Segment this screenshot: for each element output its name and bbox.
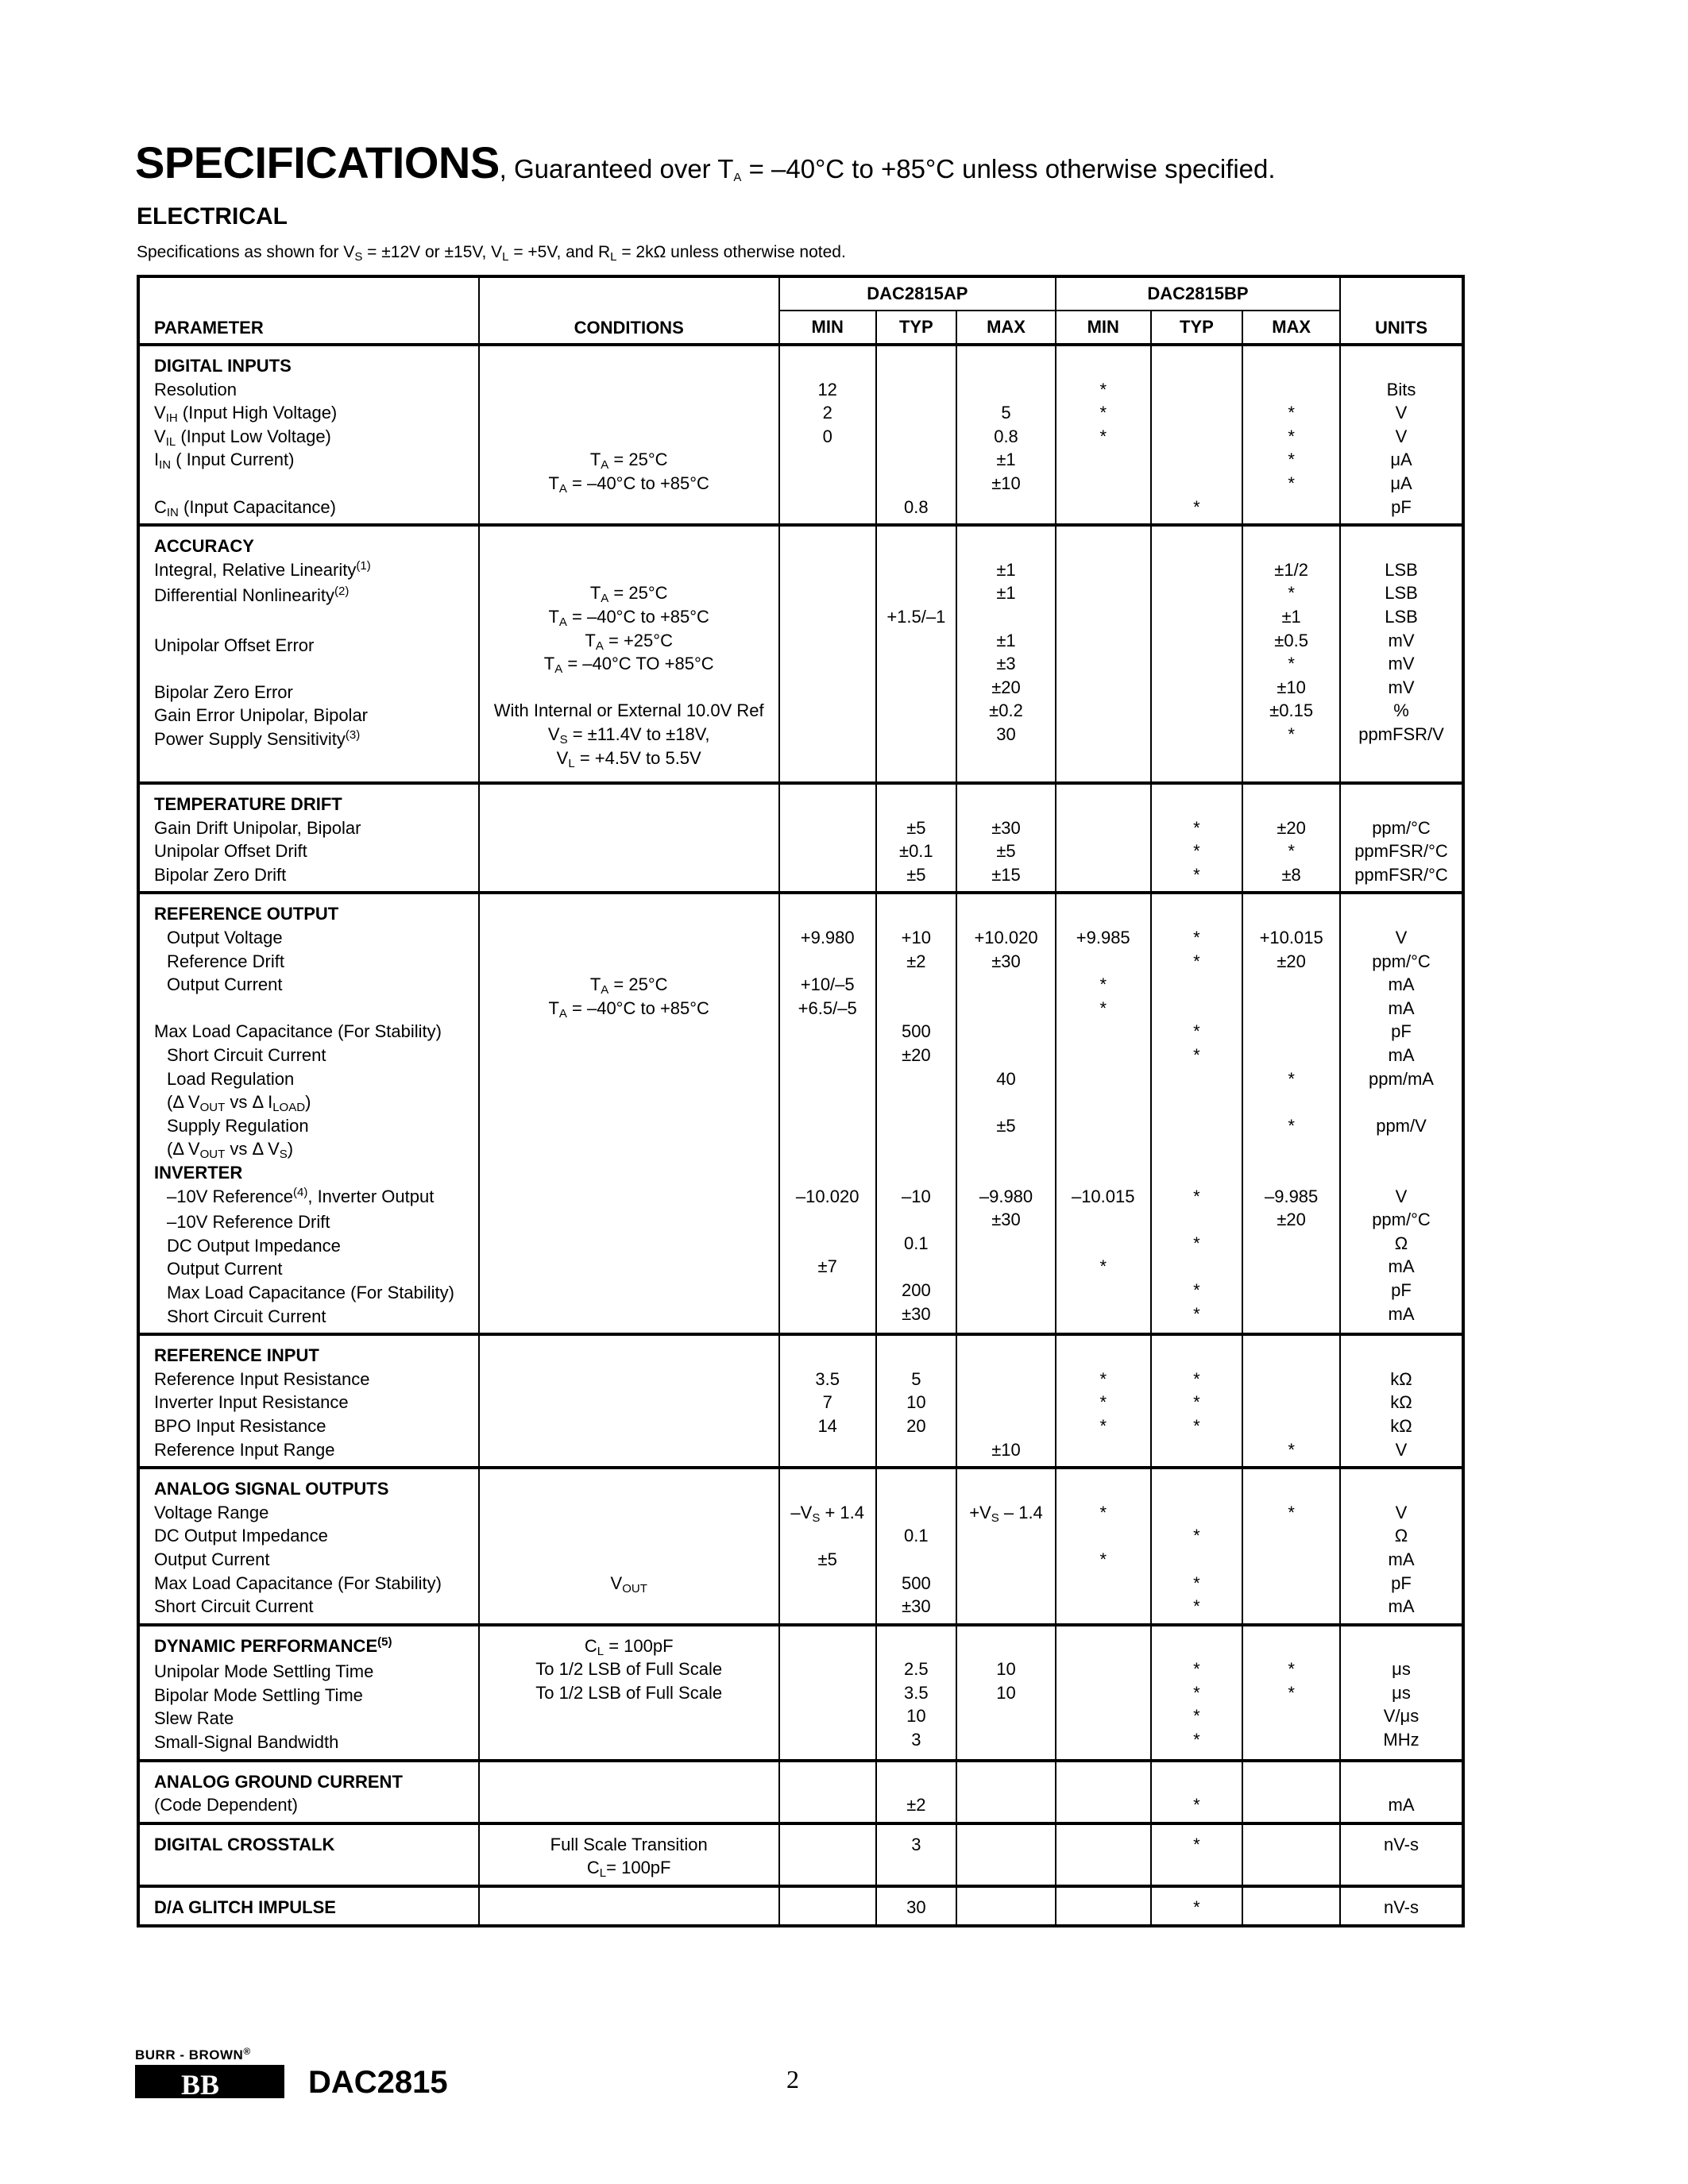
section-glitch-impulse [138,1886,1463,1926]
section-dynamic-performance [138,1625,1463,1761]
b-typ-cell: * * * * [1151,1625,1243,1761]
page-number: 2 [786,2065,799,2093]
a-typ-cell: ±5 ±0.1 ±5 [876,783,957,893]
b-max-cell: +10.015 ±20 * * –9.985 ±20 [1242,893,1340,1334]
a-max-cell [956,1823,1056,1886]
param-cell: DIGITAL CROSSTALK [138,1823,479,1886]
conditions-cell [479,1334,779,1468]
section-temperature-drift [138,783,1463,893]
col-header-b-max: MAX [1242,311,1340,345]
footer-part-number: DAC2815 [308,2065,448,2100]
units-cell: Bits V V μA μA pF [1340,345,1463,525]
col-header-a-typ: TYP [876,311,957,345]
spec-table [137,275,1465,1927]
units-cell: V ppm/°C mA mA pF mA ppm/mA ppm/V V ppm/°C Ω mA pF mA [1340,893,1463,1334]
a-max-cell: 10 10 [956,1625,1056,1761]
b-max-cell [1242,1886,1340,1926]
a-max-cell [956,1761,1056,1823]
a-max-cell: $+V_S - 1.4$ [956,1468,1056,1625]
b-min-cell [1056,1761,1151,1823]
units-cell: V Ω mA pF mA [1340,1468,1463,1625]
col-header-a-min: MIN [779,311,876,345]
page-title [135,137,1276,188]
units-cell: LSB LSB LSB mV mV mV % ppmFSR/V [1340,525,1463,783]
b-typ-cell: * [1151,1761,1243,1823]
b-max-cell: * [1242,1334,1340,1468]
units-cell: kΩ kΩ kΩ V [1340,1334,1463,1468]
a-typ-cell: 0.1 500 ±30 [876,1468,957,1625]
a-typ-cell: 3 [876,1823,957,1886]
col-header-b-typ: TYP [1151,311,1243,345]
a-min-cell: 3.5 7 14 [779,1334,876,1468]
col-header-units: UNITS [1340,276,1463,345]
a-min-cell [779,1761,876,1823]
section-digital-inputs [138,345,1463,525]
col-header-parameter: PARAMETER [138,276,479,345]
b-typ-cell: * * * [1151,1468,1243,1625]
a-min-cell [779,525,876,783]
b-max-cell: * [1242,1468,1340,1625]
param-cell: ANALOG GROUND CURRENT (Code Dependent) [138,1761,479,1823]
section-reference-input [138,1334,1463,1468]
a-typ-cell: ±2 [876,1761,957,1823]
col-group-a: DAC2815AP [779,276,1056,311]
b-min-cell: * * [1056,1468,1151,1625]
section-accuracy [138,525,1463,783]
a-max-cell: ±10 [956,1334,1056,1468]
section-digital-crosstalk [138,1823,1463,1886]
units-cell: ppm/°C ppmFSR/°C ppmFSR/°C [1340,783,1463,893]
b-typ-cell [1151,525,1243,783]
title-main: SPECIFICATIONS [135,137,500,187]
param-cell: ACCURACY Integral, Relative Linearity$^{(1)}$ Differential Nonlinearity$^{(2)}$ Unipolar Offset Error Bipolar Zero Error Gain Error Unipolar, Bipolar Power Supply Sensitivity$^{(3)}$ [138,525,479,783]
section-analog-ground-current [138,1761,1463,1823]
param-cell: DIGITAL INPUTS Resolution $V_{IH}$ (Input High Voltage) $V_{IL}$ (Input Low Voltage) $I_{IN}$ ( Input Current) $C_{IN}$ (Input Capacitance) [138,345,479,525]
b-min-cell [1056,525,1151,783]
b-min-cell: * * * [1056,345,1151,525]
b-min-cell [1056,1823,1151,1886]
a-min-cell [779,1823,876,1886]
param-cell: REFERENCE OUTPUT Output Voltage Reference Drift Output Current Max Load Capacitance (For Stability) Short Circuit Current Load Regulation (Δ $V_{OUT}$ vs Δ $I_{LOAD}$) Supply Regulation (Δ $V_{OUT}$ vs Δ $V_S$) INVERTER –10V Reference$^{(4)}$, Inverter Output –10V Reference Drift DC Output Impedance Output Current Max Load Capacitance (For Stability) Short Circuit Current [138,893,479,1334]
a-typ-cell: 2.5 3.5 10 3 [876,1625,957,1761]
col-group-b: DAC2815BP [1056,276,1340,311]
param-cell: DYNAMIC PERFORMANCE$^{(5)}$ Unipolar Mode Settling Time Bipolar Mode Settling Time Slew Rate Small-Signal Bandwidth [138,1625,479,1761]
conditions-cell [479,1886,779,1926]
a-max-cell [956,1886,1056,1926]
b-min-cell: * * * [1056,1334,1151,1468]
conditions-cell: $C_L = 100pF$ To 1/2 LSB of Full Scale To 1/2 LSB of Full Scale [479,1625,779,1761]
b-typ-cell: * [1151,1823,1243,1886]
col-header-a-max: MAX [956,311,1056,345]
param-cell: D/A GLITCH IMPULSE [138,1886,479,1926]
a-min-cell [779,1886,876,1926]
b-max-cell [1242,1761,1340,1823]
conditions-cell [479,1761,779,1823]
burr-brown-logo [135,2046,294,2101]
b-typ-cell: * * * [1151,1334,1243,1468]
b-max-cell: ±20 * ±8 [1242,783,1340,893]
conditions-cell: $T_A = 25^\circ C$ $T_A = -40^\circ C$ to +85°C $T_A = +25^\circ C$ $T_A = -40^\circ C$ TO +85°C With Internal or External 10.0V Ref $V_S = \pm 11.4V$ to ±18V, $V_L = +4.5V$ to 5.5V [479,525,779,783]
b-typ-cell: * [1151,1886,1243,1926]
a-max-cell: ±1 ±1 ±1 ±3 ±20 ±0.2 30 [956,525,1056,783]
a-min-cell: +9.980 +10/–5 +6.5/–5 –10.020 ±7 [779,893,876,1334]
param-cell: TEMPERATURE DRIFT Gain Drift Unipolar, Bipolar Unipolar Offset Drift Bipolar Zero Drift [138,783,479,893]
col-header-b-min: MIN [1056,311,1151,345]
a-typ-cell: +1.5/–1 [876,525,957,783]
units-cell: mA [1340,1761,1463,1823]
a-typ-cell: 30 [876,1886,957,1926]
units-cell: nV-s [1340,1886,1463,1926]
a-max-cell: ±30 ±5 ±15 [956,783,1056,893]
a-min-cell: 12 2 0 [779,345,876,525]
param-cell: ANALOG SIGNAL OUTPUTS Voltage Range DC Output Impedance Output Current Max Load Capacitance (For Stability) Short Circuit Current [138,1468,479,1625]
b-typ-cell: * * * * * * * * [1151,893,1243,1334]
a-typ-cell: 0.8 [876,345,957,525]
units-cell: μs μs V/μs MHz [1340,1625,1463,1761]
b-max-cell: * * * * [1242,345,1340,525]
section-heading: ELECTRICAL [137,203,288,230]
bb-logo-icon: BB [135,2065,284,2098]
b-min-cell [1056,1886,1151,1926]
a-min-cell: $-V_S + 1.4$ ±5 [779,1468,876,1625]
b-min-cell [1056,783,1151,893]
a-max-cell: 5 0.8 ±1 ±10 [956,345,1056,525]
units-cell: nV-s [1340,1823,1463,1886]
a-max-cell: +10.020 ±30 40 ±5 –9.980 ±30 [956,893,1056,1334]
a-typ-cell: +10 ±2 500 ±20 –10 0.1 200 ±30 [876,893,957,1334]
conditions-cell: $T_A = 25^\circ C$ $T_A = -40^\circ C$ to +85°C [479,345,779,525]
b-max-cell: ±1/2 * ±1 ±0.5 * ±10 ±0.15 * [1242,525,1340,783]
conditions-cell: $V_{OUT}$ [479,1468,779,1625]
a-min-cell [779,783,876,893]
b-typ-cell: * * * [1151,783,1243,893]
a-min-cell [779,1625,876,1761]
b-max-cell: * * [1242,1625,1340,1761]
conditions-cell [479,783,779,893]
col-header-conditions: CONDITIONS [479,276,779,345]
logo-wordmark: BURR - BROWN® [135,2046,251,2062]
param-cell: REFERENCE INPUT Reference Input Resistance Inverter Input Resistance BPO Input Resistance Reference Input Range [138,1334,479,1468]
section-analog-signal-outputs [138,1468,1463,1625]
section-reference-output [138,893,1463,1334]
a-typ-cell: 5 10 20 [876,1334,957,1468]
spec-note: Specifications as shown for $V_S = \pm 12V$ or ±15V, $V_L = +5V$, and $R_L = 2k\Omega$ unless otherwise noted. [137,243,846,264]
conditions-cell: Full Scale Transition $C_L= 100pF$ [479,1823,779,1886]
b-min-cell [1056,1625,1151,1761]
conditions-cell: $T_A = 25^\circ C$ $T_A = -40^\circ C$ to +85°C [479,893,779,1334]
b-min-cell: +9.985 * * –10.015 * [1056,893,1151,1334]
b-typ-cell: * [1151,345,1243,525]
b-max-cell [1242,1823,1340,1886]
title-subtitle: , Guaranteed over $T_A = -40^\circ C$ to +85°C unless otherwise specified. [499,154,1276,184]
